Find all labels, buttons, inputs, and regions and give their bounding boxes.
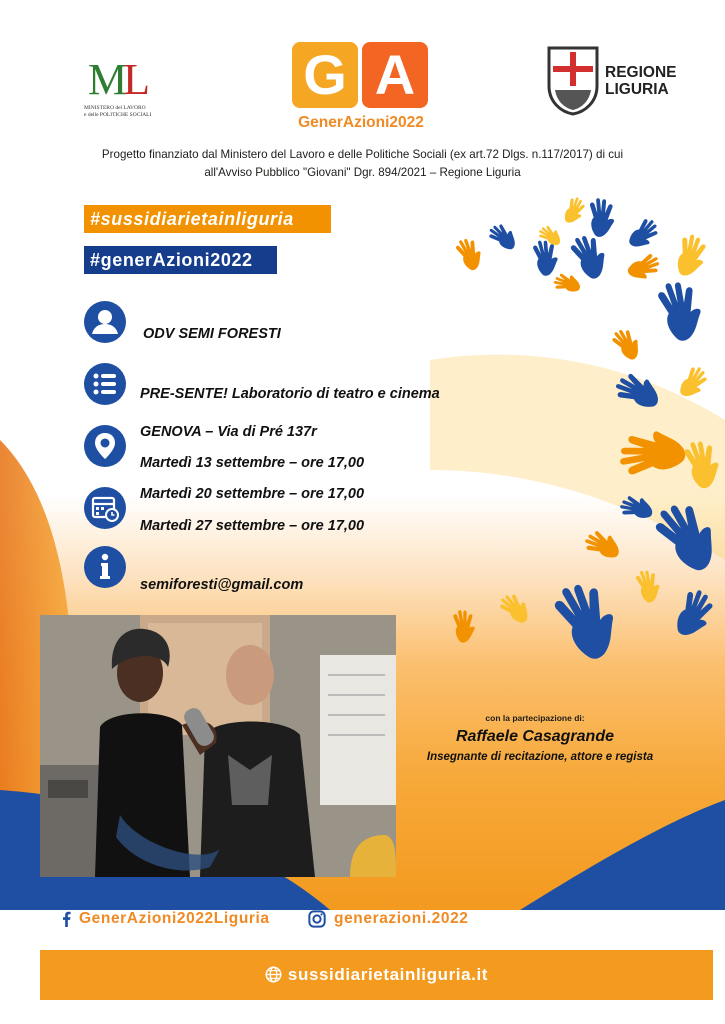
hashtag-generazioni: #generAzioni2022	[84, 246, 277, 274]
ga-logo-g: G	[292, 42, 358, 108]
calendar-clock-icon	[83, 486, 127, 530]
user-icon	[83, 300, 127, 344]
instagram-link[interactable]	[308, 906, 469, 932]
ministry-logo-m: M	[88, 55, 124, 104]
workshop-photo-illustration	[40, 615, 396, 877]
contact-email[interactable]: semiforesti@gmail.com	[140, 577, 304, 593]
ministry-logo-l: L	[123, 55, 147, 104]
website-link[interactable]	[40, 950, 713, 1000]
liguria-shield-icon	[545, 44, 601, 116]
event-date-2: Martedì 20 settembre – ore 17,00	[140, 486, 365, 502]
funding-text: Progetto finanziato dal Ministero del Lavoro e delle Politiche Sociali (ex art.72 Dlgs. n.117/2017) di cui all'Avviso Pubblico "Giovani" Dgr. 894/2021 – Regione Liguria	[101, 148, 624, 179]
workshop-photo	[40, 615, 396, 877]
facebook-handle: GenerAzioni2022Liguria	[79, 910, 270, 927]
instagram-icon	[308, 910, 326, 928]
regione-liguria-logo	[545, 44, 685, 120]
facebook-icon	[62, 911, 71, 927]
event-date-1: Martedì 13 settembre – ore 17,00	[140, 455, 365, 471]
event-title: PRE-SENTE! Laboratorio di teatro e cinema	[140, 386, 440, 402]
instagram-handle: generazioni.2022	[334, 910, 469, 927]
website-url: sussidiarietainliguria.it	[287, 965, 489, 984]
event-location: GENOVA – Via di Pré 137r	[140, 424, 317, 440]
generazioni-logo	[289, 42, 433, 134]
footer-bar	[40, 950, 713, 1000]
ga-logo-name: GenerAzioni2022	[298, 114, 424, 131]
ministry-caption: MINISTERO del LAVORO e delle POLITICHE SOCIALI	[84, 105, 152, 118]
organization-name: ODV SEMI FORESTI	[143, 326, 281, 342]
region-name: REGIONE LIGURIA	[605, 64, 677, 98]
location-pin-icon	[83, 424, 127, 468]
event-date-3: Martedì 27 settembre – ore 17,00	[140, 518, 365, 534]
ministry-logo	[84, 55, 174, 125]
list-icon	[83, 362, 127, 406]
guest-name: Raffaele Casagrande	[456, 728, 614, 745]
guest-intro: con la partecipazione di:	[485, 713, 585, 723]
globe-icon	[265, 966, 282, 983]
ga-logo-a: A	[362, 42, 428, 108]
info-icon	[83, 545, 127, 589]
hashtag-sussidiarieta: #sussidiarietainliguria	[84, 205, 331, 233]
facebook-link[interactable]	[62, 906, 270, 932]
guest-role: Insegnante di recitazione, attore e regista	[426, 751, 654, 763]
